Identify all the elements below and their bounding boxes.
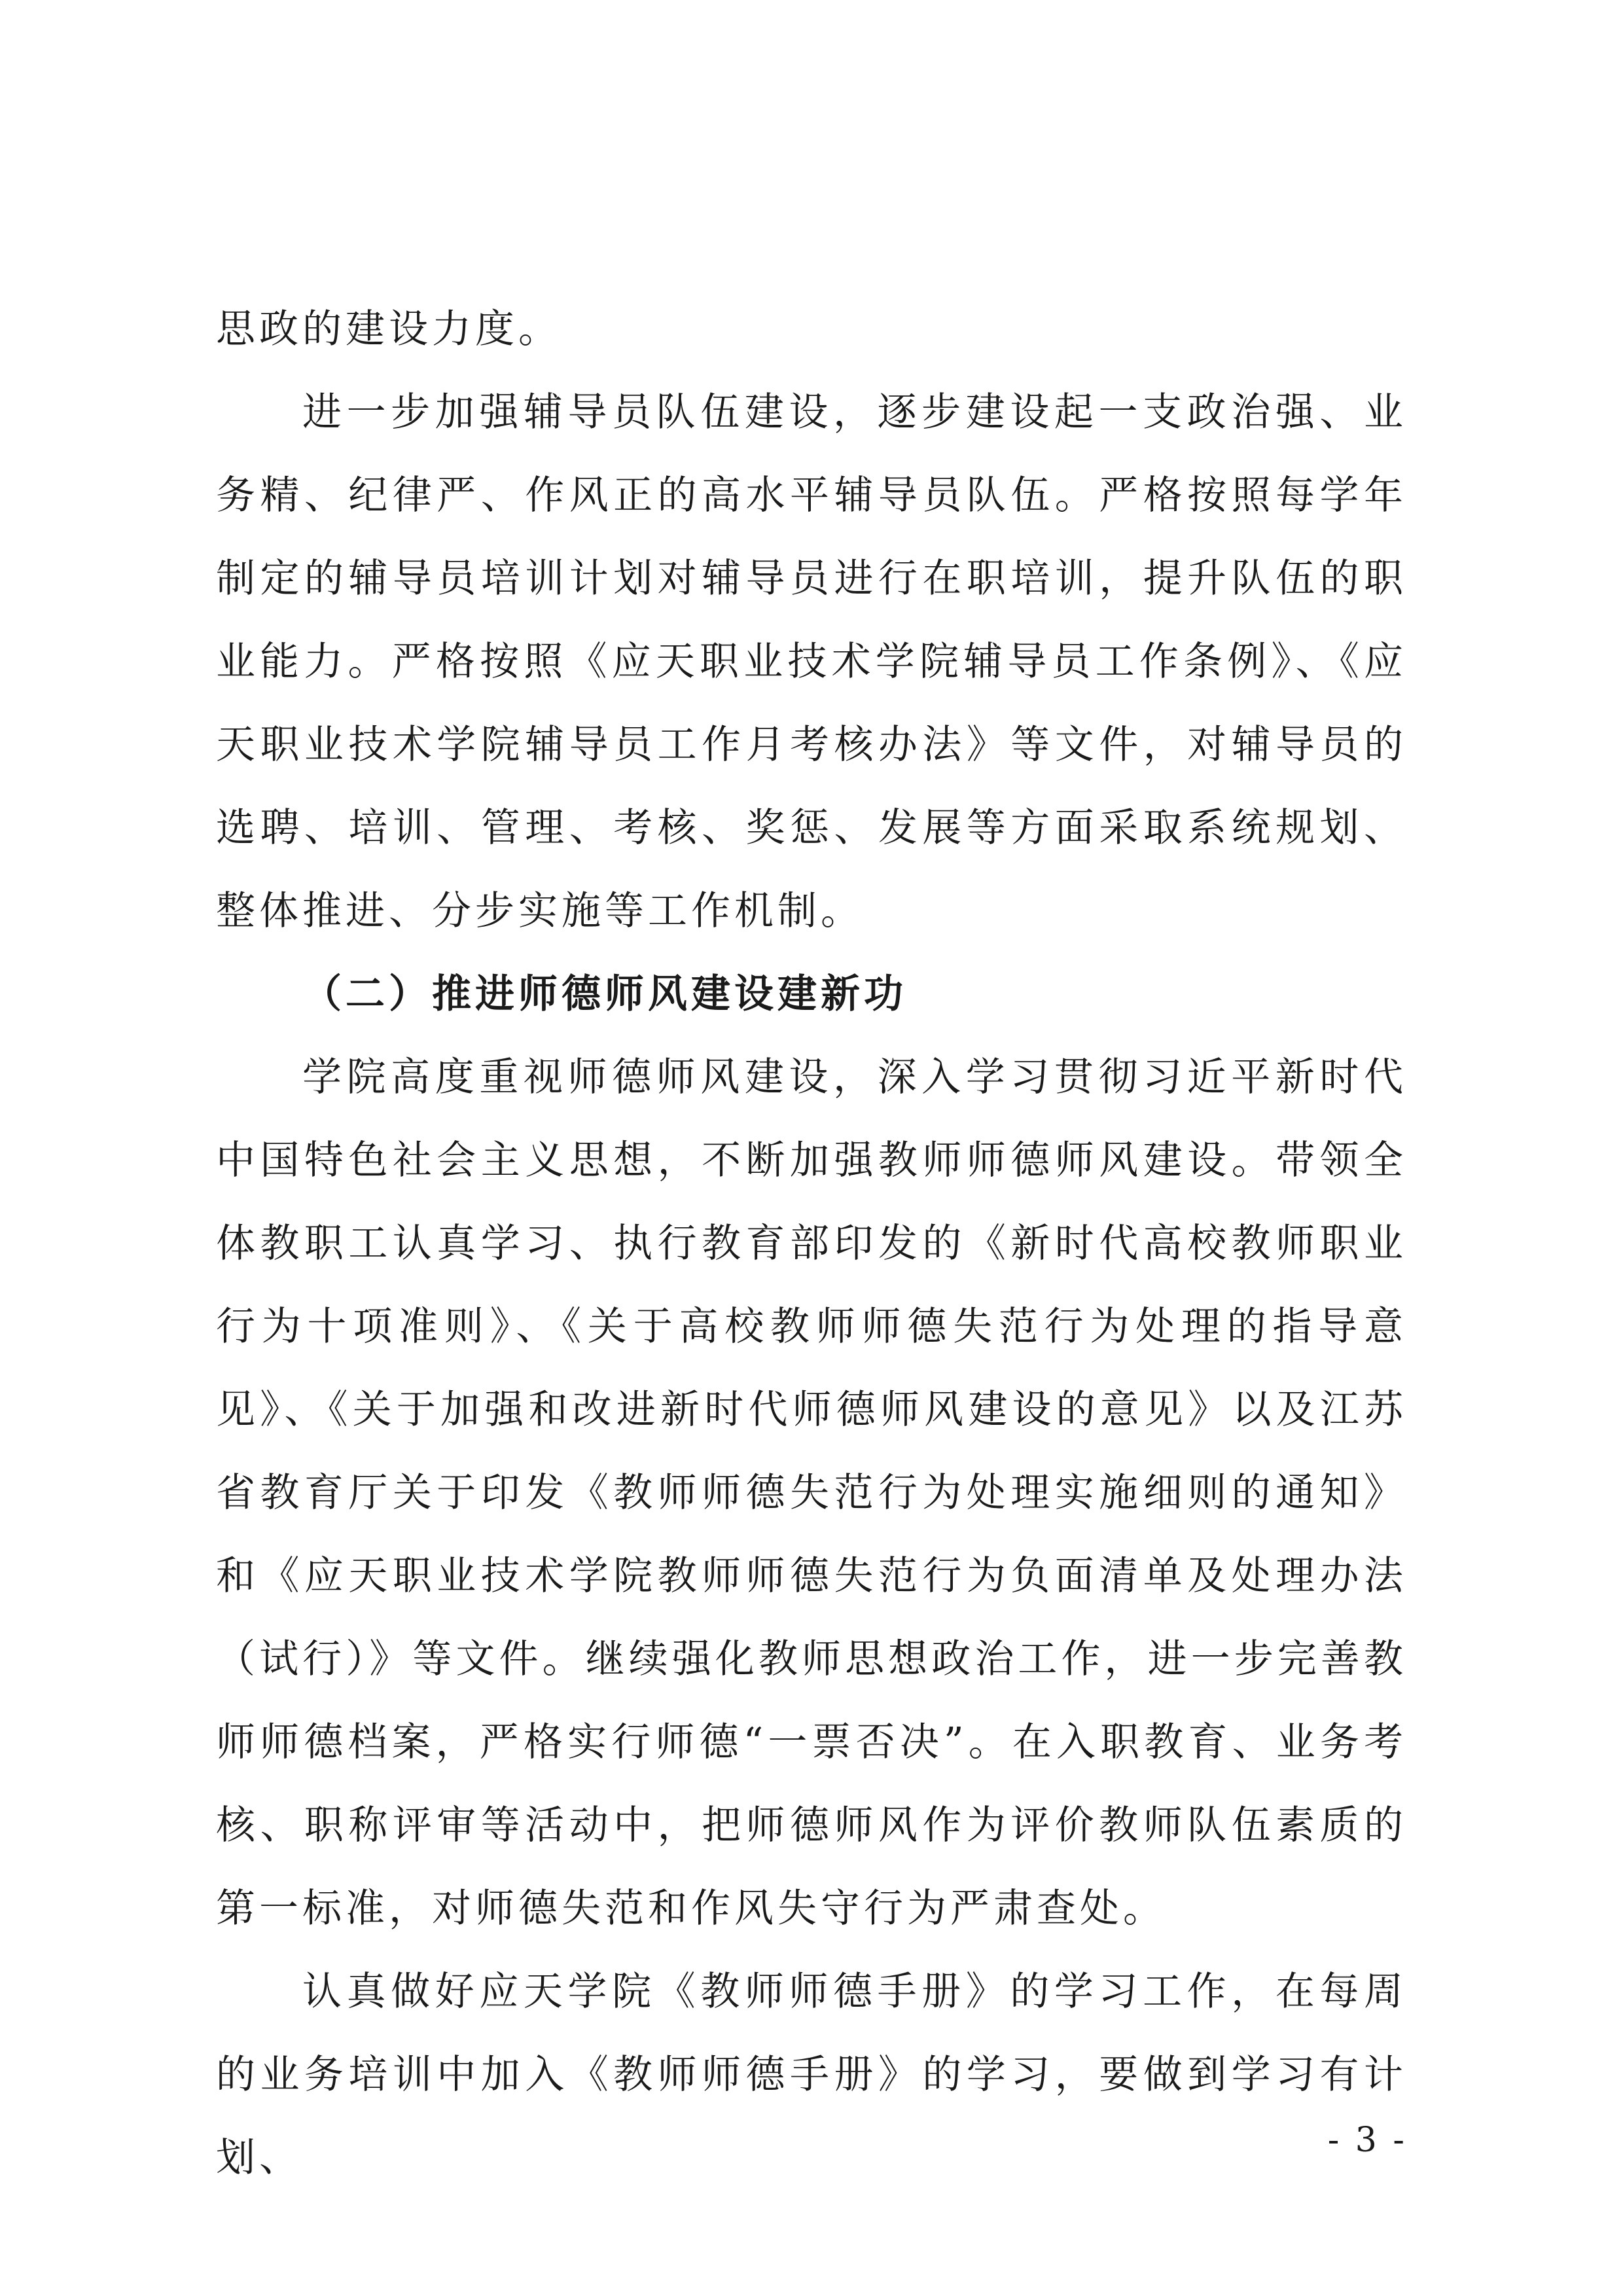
paragraph-continuation: 思政的建设力度。 <box>216 306 562 352</box>
paragraph-counselor-team: 进一步加强辅导员队伍建设，逐步建设起一支政治强、业务精、纪律严、作风正的高水平辅导员队伍。严格按照每学年制定的辅导员培训计划对辅导员进行在职培训，提升队伍的职业能力。严格按照《应天职业技术学院辅导员工作条例》、《应天职业技术学院辅导员工作月考核办法》等文件，对辅导员的选聘、培训、管理、考核、奖惩、发展等方面采取系统规划、整体推进、分步实施等工作机制。 <box>216 389 1407 934</box>
paragraph-teacher-ethics: 学院高度重视师德师风建设，深入学习贯彻习近平新时代中国特色社会主义思想，不断加强教师师德师风建设。带领全体教职工认真学习、执行教育部印发的《新时代高校教师职业行为十项准则》、《关于高校教师师德失范行为处理的指导意见》、《关于加强和改进新时代师德师风建设的意见》以及江苏省教育厅关于印发《教师师德失范行为处理实施细则的通知》和《应天职业技术学院教师师德失范行为负面清单及处理办法（试行）》等文件。继续强化教师思想政治工作，进一步完善教师师德档案，严格实行师德“一票否决”。在入职教育、业务考核、职称评审等活动中，把师德师风作为评价教师队伍素质的第一标准，对师德失范和作风失守行为严肃查处。 <box>216 1054 1407 1931</box>
document-body <box>216 288 1407 2200</box>
page-number: - 3 - <box>1327 2121 1407 2160</box>
paragraph-ethics-handbook: 认真做好应天学院《教师师德手册》的学习工作，在每周的业务培训中加入《教师师德手册》的学习，要做到学习有计划、 <box>216 1969 1407 2181</box>
section-heading: （二）推进师德师风建设建新功 <box>302 971 907 1017</box>
